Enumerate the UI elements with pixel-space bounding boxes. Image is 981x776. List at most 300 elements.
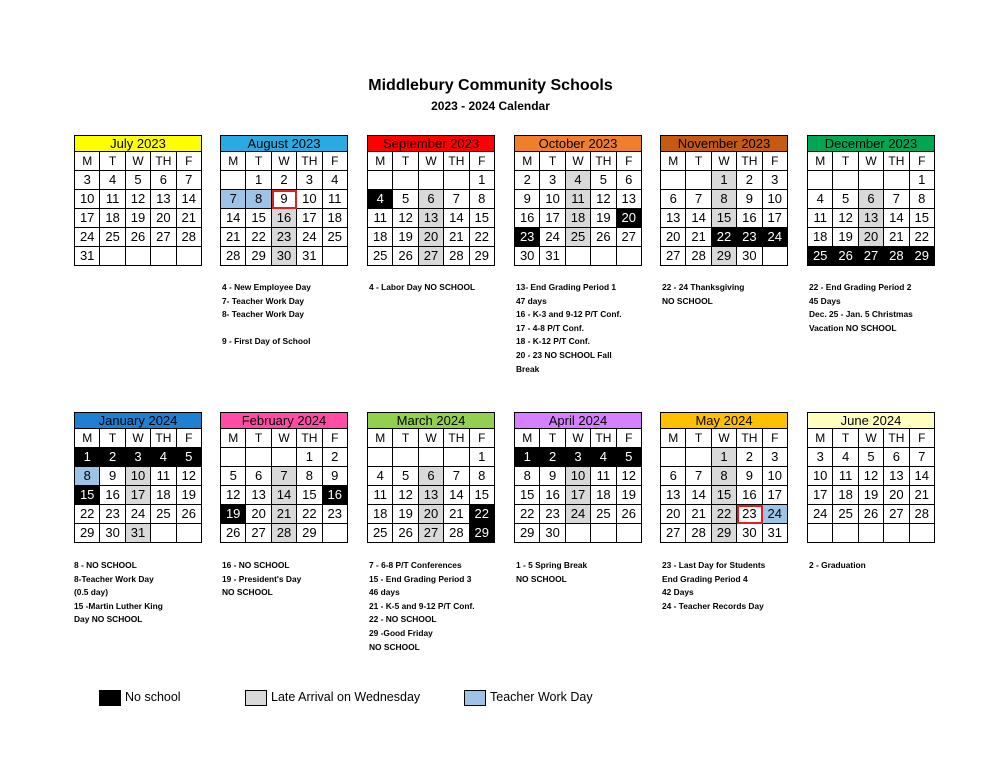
weekday-header: F	[617, 429, 642, 448]
day-cell: 31	[126, 524, 151, 543]
day-cell: 30	[515, 247, 540, 266]
day-cell: 9	[737, 467, 762, 486]
legend-swatch-gray	[245, 690, 267, 706]
empty-day-cell	[100, 247, 125, 266]
day-cell: 27	[419, 247, 444, 266]
empty-day-cell	[177, 524, 202, 543]
note-line: NO SCHOOL	[369, 641, 420, 652]
day-cell: 8	[470, 190, 495, 209]
day-cell: 15	[246, 209, 271, 228]
empty-day-cell	[444, 171, 469, 190]
weekday-header: W	[272, 429, 297, 448]
note-line: 13- End Grading Period 1	[516, 282, 617, 292]
note-line	[222, 322, 362, 336]
day-cell: 1	[470, 448, 495, 467]
legend-swatch-black	[99, 690, 121, 706]
day-cell: 12	[393, 486, 418, 505]
weekday-header: M	[808, 429, 833, 448]
empty-day-cell	[151, 247, 176, 266]
day-cell: 16	[737, 209, 762, 228]
day-cell: 9	[515, 190, 540, 209]
day-cell: 25	[151, 505, 176, 524]
month-calendar	[514, 412, 642, 543]
month-calendar	[807, 412, 935, 543]
month-days-grid	[660, 429, 788, 543]
day-cell: 1	[297, 448, 322, 467]
day-cell: 31	[763, 524, 788, 543]
month-notes	[222, 281, 362, 349]
day-cell: 27	[151, 228, 176, 247]
day-cell: 18	[151, 486, 176, 505]
day-cell: 13	[661, 486, 686, 505]
month-days-grid	[514, 152, 642, 266]
note-line: 17 - 4-8 P/T Conf.	[516, 322, 584, 333]
day-cell: 30	[737, 247, 762, 266]
empty-day-cell	[617, 247, 642, 266]
month-notes	[516, 559, 656, 586]
day-cell: 16	[515, 209, 540, 228]
note-line: 7- Teacher Work Day	[222, 295, 305, 306]
note-line: 2 - Graduation	[809, 560, 866, 570]
weekday-header: W	[859, 152, 884, 171]
day-cell: 11	[808, 209, 833, 228]
day-cell: 27	[661, 524, 686, 543]
day-cell: 15	[470, 486, 495, 505]
weekday-header: F	[910, 429, 935, 448]
day-cell: 15	[910, 209, 935, 228]
weekday-header: F	[323, 429, 348, 448]
month-title: December 2023	[807, 135, 935, 152]
day-cell: 6	[859, 190, 884, 209]
day-cell: 17	[808, 486, 833, 505]
day-cell: 24	[566, 505, 591, 524]
day-cell: 20	[661, 505, 686, 524]
note-line: Vacation NO SCHOOL	[809, 322, 897, 333]
day-cell: 26	[833, 247, 858, 266]
day-cell: 15	[712, 486, 737, 505]
note-line: 18 - K-12 P/T Conf.	[516, 336, 590, 347]
day-cell: 12	[221, 486, 246, 505]
month-title: April 2024	[514, 412, 642, 429]
note-line: 7 - 6-8 P/T Conferences	[369, 560, 462, 570]
day-cell: 8	[712, 467, 737, 486]
day-cell: 21	[910, 486, 935, 505]
page-subtitle: 2023 - 2024 Calendar	[431, 99, 550, 113]
day-cell: 16	[540, 486, 565, 505]
day-cell: 8	[246, 190, 271, 209]
month-days-grid	[74, 429, 202, 543]
day-cell: 22	[910, 228, 935, 247]
note-line: End Grading Period 4	[662, 573, 748, 584]
weekday-header: M	[75, 152, 100, 171]
day-cell: 18	[323, 209, 348, 228]
day-cell: 14	[177, 190, 202, 209]
day-cell: 4	[323, 171, 348, 190]
day-cell: 3	[763, 448, 788, 467]
day-cell: 28	[686, 524, 711, 543]
day-cell: 16	[100, 486, 125, 505]
day-cell: 25	[368, 247, 393, 266]
note-line: 15 -Martin Luther King	[74, 600, 163, 611]
month-title: July 2023	[74, 135, 202, 152]
day-cell: 15	[75, 486, 100, 505]
page-title: Middlebury Community Schools	[368, 77, 613, 94]
empty-day-cell	[591, 524, 616, 543]
weekday-header: TH	[591, 429, 616, 448]
day-cell: 7	[910, 448, 935, 467]
month-notes	[662, 559, 802, 613]
day-cell: 27	[246, 524, 271, 543]
legend-late-arrival	[245, 688, 420, 708]
empty-day-cell	[221, 448, 246, 467]
legend-swatch-blue	[464, 690, 486, 706]
month-days-grid	[220, 152, 348, 266]
day-cell: 18	[591, 486, 616, 505]
day-cell: 19	[859, 486, 884, 505]
day-cell: 28	[910, 505, 935, 524]
day-cell: 22	[75, 505, 100, 524]
month-days-grid	[807, 152, 935, 266]
empty-day-cell	[859, 524, 884, 543]
month-calendar	[660, 135, 788, 266]
day-cell: 25	[566, 228, 591, 247]
day-cell: 7	[221, 190, 246, 209]
day-cell: 10	[126, 467, 151, 486]
day-cell: 7	[444, 467, 469, 486]
note-line: Break	[516, 363, 540, 374]
weekday-header: T	[540, 152, 565, 171]
day-cell: 14	[444, 209, 469, 228]
weekday-header: TH	[297, 429, 322, 448]
day-cell: 19	[393, 505, 418, 524]
empty-day-cell	[444, 448, 469, 467]
day-cell: 28	[177, 228, 202, 247]
day-cell: 1	[515, 448, 540, 467]
day-cell: 26	[591, 228, 616, 247]
weekday-header: T	[393, 152, 418, 171]
day-cell: 24	[763, 505, 788, 524]
day-cell: 7	[177, 171, 202, 190]
weekday-header: W	[859, 429, 884, 448]
day-cell: 25	[591, 505, 616, 524]
day-cell: 10	[763, 190, 788, 209]
day-cell: 14	[444, 486, 469, 505]
empty-day-cell	[323, 247, 348, 266]
day-cell: 21	[686, 505, 711, 524]
empty-day-cell	[221, 171, 246, 190]
weekday-header: M	[515, 152, 540, 171]
weekday-header: T	[246, 429, 271, 448]
weekday-header: F	[177, 152, 202, 171]
day-cell: 10	[297, 190, 322, 209]
note-line: 22 - End Grading Period 2	[809, 282, 912, 292]
day-cell: 17	[540, 209, 565, 228]
weekday-header: F	[763, 152, 788, 171]
day-cell: 11	[566, 190, 591, 209]
day-cell: 11	[151, 467, 176, 486]
day-cell: 25	[808, 247, 833, 266]
weekday-header: T	[393, 429, 418, 448]
weekday-header: M	[221, 152, 246, 171]
empty-day-cell	[393, 171, 418, 190]
day-cell: 5	[221, 467, 246, 486]
weekday-header: TH	[737, 152, 762, 171]
weekday-header: M	[368, 429, 393, 448]
day-cell: 21	[272, 505, 297, 524]
day-cell: 22	[470, 228, 495, 247]
day-cell: 3	[297, 171, 322, 190]
weekday-header: TH	[444, 152, 469, 171]
day-cell: 2	[323, 448, 348, 467]
empty-day-cell	[833, 524, 858, 543]
day-cell: 14	[884, 209, 909, 228]
day-cell: 2	[515, 171, 540, 190]
day-cell: 4	[591, 448, 616, 467]
day-cell: 4	[368, 467, 393, 486]
weekday-header: TH	[151, 429, 176, 448]
day-cell: 2	[737, 448, 762, 467]
month-days-grid	[220, 429, 348, 543]
day-cell: 17	[297, 209, 322, 228]
day-cell: 28	[221, 247, 246, 266]
day-cell: 7	[686, 190, 711, 209]
weekday-header: W	[272, 152, 297, 171]
weekday-header: F	[177, 429, 202, 448]
day-cell: 29	[515, 524, 540, 543]
day-cell: 21	[884, 228, 909, 247]
day-cell: 22	[712, 505, 737, 524]
day-cell: 13	[859, 209, 884, 228]
day-cell: 10	[566, 467, 591, 486]
empty-day-cell	[617, 524, 642, 543]
day-cell: 12	[177, 467, 202, 486]
day-cell: 18	[368, 228, 393, 247]
day-cell: 30	[272, 247, 297, 266]
day-cell: 11	[591, 467, 616, 486]
note-line: 9 - First Day of School	[222, 336, 311, 347]
day-cell: 18	[100, 209, 125, 228]
empty-day-cell	[368, 448, 393, 467]
day-cell: 10	[75, 190, 100, 209]
day-cell: 1	[712, 171, 737, 190]
day-cell: 5	[393, 467, 418, 486]
day-cell: 6	[617, 171, 642, 190]
day-cell: 12	[126, 190, 151, 209]
note-line: 23 - Last Day for Students	[662, 560, 766, 570]
day-cell: 12	[833, 209, 858, 228]
day-cell: 10	[763, 467, 788, 486]
day-cell: 13	[884, 467, 909, 486]
weekday-header: W	[712, 429, 737, 448]
month-title: November 2023	[660, 135, 788, 152]
day-cell: 29	[470, 524, 495, 543]
day-cell: 17	[75, 209, 100, 228]
weekday-header: M	[661, 429, 686, 448]
day-cell: 15	[470, 209, 495, 228]
day-cell: 29	[75, 524, 100, 543]
day-cell: 1	[712, 448, 737, 467]
day-cell: 1	[75, 448, 100, 467]
day-cell: 14	[272, 486, 297, 505]
empty-day-cell	[323, 524, 348, 543]
day-cell: 5	[833, 190, 858, 209]
note-line: 19 - President's Day	[222, 573, 302, 584]
day-cell: 13	[661, 209, 686, 228]
day-cell: 6	[661, 190, 686, 209]
day-cell: 16	[737, 486, 762, 505]
day-cell: 23	[100, 505, 125, 524]
day-cell: 30	[737, 524, 762, 543]
day-cell: 24	[540, 228, 565, 247]
month-days-grid	[367, 429, 495, 543]
day-cell: 31	[297, 247, 322, 266]
empty-day-cell	[884, 171, 909, 190]
month-calendar	[660, 412, 788, 543]
day-cell: 18	[566, 209, 591, 228]
legend-label: No school	[125, 690, 181, 704]
weekday-header: W	[712, 152, 737, 171]
day-cell: 24	[297, 228, 322, 247]
day-cell: 13	[617, 190, 642, 209]
day-cell: 25	[368, 524, 393, 543]
day-cell: 28	[444, 524, 469, 543]
day-cell: 20	[859, 228, 884, 247]
empty-day-cell	[368, 171, 393, 190]
weekday-header: T	[100, 429, 125, 448]
empty-day-cell	[833, 171, 858, 190]
weekday-header: T	[540, 429, 565, 448]
month-notes	[369, 559, 509, 654]
empty-day-cell	[661, 448, 686, 467]
day-cell: 19	[177, 486, 202, 505]
day-cell: 4	[100, 171, 125, 190]
month-title: September 2023	[367, 135, 495, 152]
weekday-header: M	[368, 152, 393, 171]
day-cell: 11	[833, 467, 858, 486]
day-cell: 21	[686, 228, 711, 247]
day-cell: 20	[884, 486, 909, 505]
day-cell: 2	[540, 448, 565, 467]
day-cell: 24	[808, 505, 833, 524]
day-cell: 20	[419, 505, 444, 524]
empty-day-cell	[419, 448, 444, 467]
note-line: 15 - End Grading Period 3	[369, 573, 472, 584]
note-line: 20 - 23 NO SCHOOL Fall	[516, 349, 612, 360]
note-line: 1 - 5 Spring Break	[516, 560, 588, 570]
weekday-header: TH	[297, 152, 322, 171]
day-cell: 14	[686, 209, 711, 228]
day-cell: 6	[151, 171, 176, 190]
empty-day-cell	[126, 247, 151, 266]
empty-day-cell	[151, 524, 176, 543]
day-cell: 29	[712, 247, 737, 266]
weekday-header: F	[763, 429, 788, 448]
day-cell: 6	[884, 448, 909, 467]
day-cell: 21	[221, 228, 246, 247]
day-cell: 11	[100, 190, 125, 209]
day-cell: 24	[763, 228, 788, 247]
weekday-header: M	[515, 429, 540, 448]
note-line: 16 - K-3 and 9-12 P/T Conf.	[516, 309, 622, 320]
weekday-header: F	[470, 152, 495, 171]
day-cell: 6	[246, 467, 271, 486]
month-title: June 2024	[807, 412, 935, 429]
note-line: 45 Days	[809, 295, 841, 306]
day-cell: 20	[661, 228, 686, 247]
weekday-header: T	[686, 429, 711, 448]
legend-teacher-work-day	[464, 688, 593, 708]
day-cell: 15	[515, 486, 540, 505]
day-cell: 27	[859, 247, 884, 266]
note-line: 8-Teacher Work Day	[74, 573, 154, 584]
day-cell: 5	[859, 448, 884, 467]
note-line: 8 - NO SCHOOL	[74, 560, 137, 570]
day-cell: 21	[444, 505, 469, 524]
day-cell: 24	[75, 228, 100, 247]
weekday-header: W	[566, 152, 591, 171]
day-cell: 23	[737, 505, 762, 524]
day-cell: 26	[221, 524, 246, 543]
day-cell: 21	[444, 228, 469, 247]
day-cell: 28	[444, 247, 469, 266]
note-line: 22 - NO SCHOOL	[369, 614, 437, 625]
day-cell: 19	[126, 209, 151, 228]
day-cell: 16	[272, 209, 297, 228]
weekday-header: T	[246, 152, 271, 171]
day-cell: 12	[859, 467, 884, 486]
day-cell: 1	[470, 171, 495, 190]
month-notes	[662, 281, 802, 308]
note-line: 42 Days	[662, 587, 694, 598]
day-cell: 4	[566, 171, 591, 190]
note-line: NO SCHOOL	[662, 295, 713, 306]
day-cell: 22	[297, 505, 322, 524]
day-cell: 1	[246, 171, 271, 190]
day-cell: 12	[617, 467, 642, 486]
note-line: 24 - Teacher Records Day	[662, 600, 764, 611]
empty-day-cell	[763, 247, 788, 266]
day-cell: 14	[221, 209, 246, 228]
month-notes	[809, 281, 949, 335]
weekday-header: F	[470, 429, 495, 448]
day-cell: 26	[177, 505, 202, 524]
day-cell: 7	[444, 190, 469, 209]
weekday-header: T	[833, 429, 858, 448]
day-cell: 17	[763, 209, 788, 228]
legend-no-school	[99, 688, 181, 708]
month-days-grid	[514, 429, 642, 543]
day-cell: 5	[393, 190, 418, 209]
legend-label: Late Arrival on Wednesday	[271, 690, 421, 704]
note-line: 46 days	[369, 587, 400, 598]
day-cell: 13	[419, 486, 444, 505]
month-calendar	[220, 135, 348, 266]
note-line: 16 - NO SCHOOL	[222, 560, 290, 570]
month-title: February 2024	[220, 412, 348, 429]
day-cell: 4	[151, 448, 176, 467]
day-cell: 3	[808, 448, 833, 467]
day-cell: 15	[297, 486, 322, 505]
day-cell: 7	[686, 467, 711, 486]
day-cell: 8	[75, 467, 100, 486]
day-cell: 26	[859, 505, 884, 524]
month-calendar	[807, 135, 935, 266]
weekday-header: F	[323, 152, 348, 171]
day-cell: 29	[712, 524, 737, 543]
weekday-header: M	[808, 152, 833, 171]
day-cell: 3	[126, 448, 151, 467]
day-cell: 19	[833, 228, 858, 247]
